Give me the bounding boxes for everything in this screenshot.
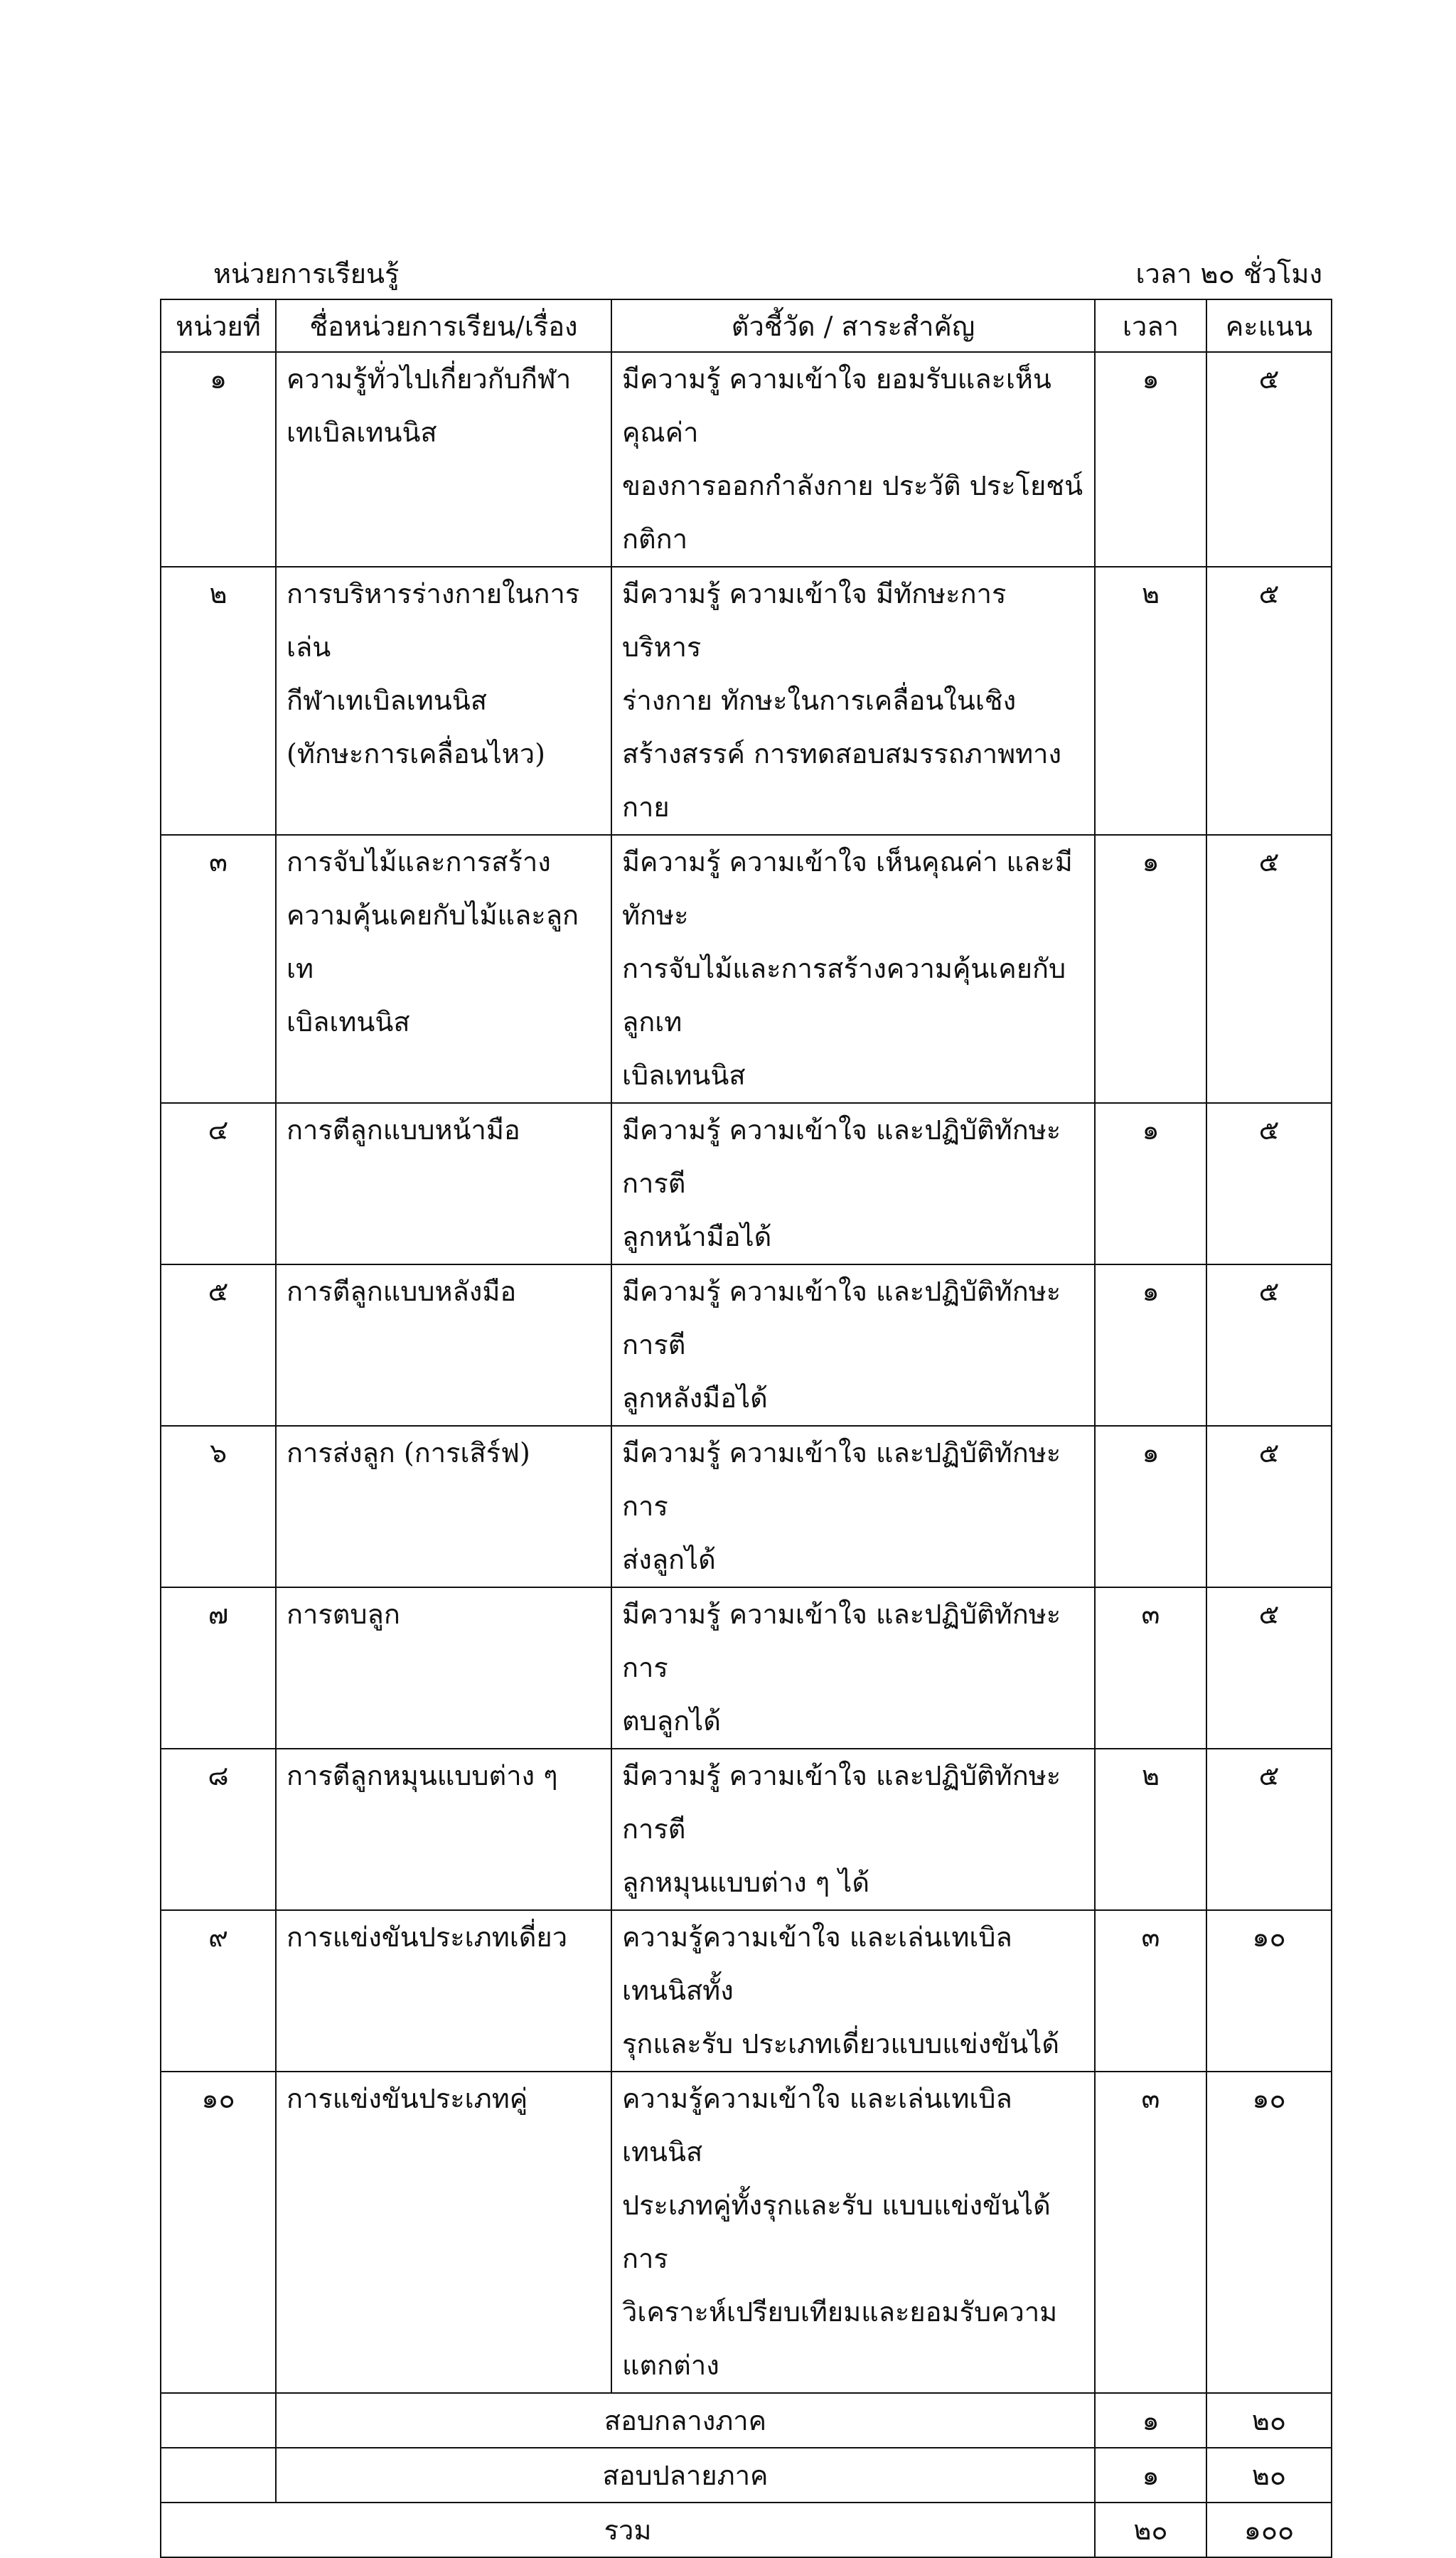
unit-score: ๕ bbox=[1258, 1114, 1280, 1146]
midterm-label: สอบกลางภาค bbox=[276, 2393, 1095, 2448]
table-row bbox=[161, 567, 1332, 835]
unit-number: ๑ bbox=[209, 363, 228, 395]
unit-time: ๑ bbox=[1142, 363, 1160, 395]
unit-score: ๑๐ bbox=[1252, 1922, 1286, 1953]
unit-score: ๕ bbox=[1258, 1437, 1280, 1469]
unit-number: ๙ bbox=[208, 1922, 228, 1953]
final-row bbox=[161, 2448, 1332, 2503]
unit-indicator: ความรู้ความเข้าใจ และเล่นเทเบิลเทนนิสทั้ง รุกและรับ ประเภทเดี่ยวแบบแข่งขันได้ bbox=[622, 1922, 1060, 2059]
unit-name: การแข่งขันประเภทเดี่ยว bbox=[287, 1922, 568, 1953]
unit-score: ๕ bbox=[1258, 1760, 1280, 1791]
unit-number: ๕ bbox=[208, 1276, 229, 1307]
unit-number: ๘ bbox=[208, 1760, 229, 1791]
unit-number: ๒ bbox=[209, 578, 228, 609]
unit-number: ๖ bbox=[209, 1437, 228, 1469]
column-header-indicator: ตัวชี้วัด / สาระสำคัญ bbox=[611, 299, 1095, 352]
table-row bbox=[161, 1426, 1332, 1587]
total-row bbox=[161, 2503, 1332, 2557]
unit-score: ๕ bbox=[1258, 1276, 1280, 1307]
unit-score: ๕ bbox=[1258, 846, 1280, 878]
unit-name: การตีลูกแบบหลังมือ bbox=[287, 1276, 517, 1307]
unit-indicator: มีความรู้ ความเข้าใจ และปฏิบัติทักษะการตี ลูกหมุนแบบต่าง ๆ ได้ bbox=[622, 1760, 1061, 1898]
unit-time: ๑ bbox=[1142, 1276, 1160, 1307]
total-hours: เวลา ๒๐ ชั่วโมง bbox=[1135, 258, 1322, 289]
empty-cell bbox=[161, 2393, 276, 2448]
unit-name: การตีลูกแบบหน้ามือ bbox=[287, 1114, 520, 1146]
unit-indicator: มีความรู้ ความเข้าใจ ยอมรับและเห็นคุณค่า ของการออกกำลังกาย ประวัติ ประโยชน์ กติกา bbox=[622, 363, 1083, 555]
total-label: รวม bbox=[161, 2503, 1095, 2557]
learning-units-table bbox=[160, 299, 1332, 2558]
unit-time: ๑ bbox=[1142, 846, 1160, 878]
column-header-unit-no: หน่วยที่ bbox=[161, 299, 276, 352]
table-row bbox=[161, 2072, 1332, 2393]
unit-indicator: มีความรู้ ความเข้าใจ และปฏิบัติทักษะการ ตบลูกได้ bbox=[622, 1599, 1061, 1737]
unit-score: ๕ bbox=[1258, 1599, 1280, 1630]
unit-indicator: มีความรู้ ความเข้าใจ และปฏิบัติทักษะการตี ลูกหน้ามือได้ bbox=[622, 1114, 1061, 1252]
unit-number: ๗ bbox=[208, 1599, 229, 1630]
column-header-score: คะแนน bbox=[1206, 299, 1332, 352]
unit-name: การจับไม้และการสร้าง ความคุ้นเคยกับไม้และลูกเท เบิลเทนนิส bbox=[287, 846, 579, 1038]
midterm-time: ๑ bbox=[1095, 2393, 1206, 2448]
unit-time: ๑ bbox=[1142, 1114, 1160, 1146]
table-row bbox=[161, 1587, 1332, 1749]
section-title: หน่วยการเรียนรู้ bbox=[213, 258, 400, 289]
unit-number: ๑๐ bbox=[201, 2083, 235, 2114]
unit-score: ๕ bbox=[1258, 363, 1280, 395]
empty-cell bbox=[161, 2448, 276, 2503]
midterm-row bbox=[161, 2393, 1332, 2448]
final-label: สอบปลายภาค bbox=[276, 2448, 1095, 2503]
unit-number: ๓ bbox=[209, 846, 228, 878]
unit-time: ๓ bbox=[1141, 1599, 1160, 1630]
unit-time: ๒ bbox=[1141, 1760, 1160, 1791]
column-header-unit-name: ชื่อหน่วยการเรียน/เรื่อง bbox=[276, 299, 611, 352]
unit-score: ๑๐ bbox=[1252, 2083, 1286, 2114]
table-row bbox=[161, 1264, 1332, 1426]
unit-name: ความรู้ทั่วไปเกี่ยวกับกีฬา เทเบิลเทนนิส bbox=[287, 363, 572, 448]
table-header-row bbox=[161, 299, 1332, 352]
table-row bbox=[161, 352, 1332, 567]
unit-name: การส่งลูก (การเสิร์ฟ) bbox=[287, 1437, 530, 1469]
final-time: ๑ bbox=[1095, 2448, 1206, 2503]
table-row bbox=[161, 1749, 1332, 1910]
unit-time: ๒ bbox=[1141, 578, 1160, 609]
unit-indicator: มีความรู้ ความเข้าใจ เห็นคุณค่า และมีทักษะ การจับไม้และการสร้างความคุ้นเคยกับลูกเท เบิลเทนนิส bbox=[622, 846, 1073, 1091]
midterm-score: ๒๐ bbox=[1206, 2393, 1332, 2448]
table-row bbox=[161, 835, 1332, 1103]
unit-name: การตบลูก bbox=[287, 1599, 400, 1630]
total-score: ๑๐๐ bbox=[1206, 2503, 1332, 2557]
unit-indicator: มีความรู้ ความเข้าใจ และปฏิบัติทักษะการ ส่งลูกได้ bbox=[622, 1437, 1061, 1575]
table-row bbox=[161, 1103, 1332, 1264]
final-score: ๒๐ bbox=[1206, 2448, 1332, 2503]
unit-name: การบริหารร่างกายในการเล่น กีฬาเทเบิลเทนนิส (ทักษะการเคลื่อนไหว) bbox=[287, 578, 580, 769]
column-header-time: เวลา bbox=[1095, 299, 1206, 352]
unit-indicator: ความรู้ความเข้าใจ และเล่นเทเบิลเทนนิส ประเภทคู่ทั้งรุกและรับ แบบแข่งขันได้ การ วิเคราะห์เปรียบเทียมและยอมรับความ แตกต่าง bbox=[622, 2083, 1058, 2381]
document-header bbox=[160, 249, 1337, 299]
unit-name: การตีลูกหมุนแบบต่าง ๆ bbox=[287, 1760, 558, 1791]
unit-indicator: มีความรู้ ความเข้าใจ มีทักษะการบริหาร ร่างกาย ทักษะในการเคลื่อนในเชิง สร้างสรรค์ การทดสอบสมรรถภาพทาง กาย bbox=[622, 578, 1062, 823]
unit-indicator: มีความรู้ ความเข้าใจ และปฏิบัติทักษะการตี ลูกหลังมือได้ bbox=[622, 1276, 1061, 1414]
unit-number: ๔ bbox=[208, 1114, 229, 1146]
unit-name: การแข่งขันประเภทคู่ bbox=[287, 2083, 528, 2114]
unit-time: ๓ bbox=[1141, 2083, 1160, 2114]
unit-time: ๑ bbox=[1142, 1437, 1160, 1469]
unit-score: ๕ bbox=[1258, 578, 1280, 609]
table-row bbox=[161, 1910, 1332, 2072]
unit-time: ๓ bbox=[1141, 1922, 1160, 1953]
total-time: ๒๐ bbox=[1095, 2503, 1206, 2557]
